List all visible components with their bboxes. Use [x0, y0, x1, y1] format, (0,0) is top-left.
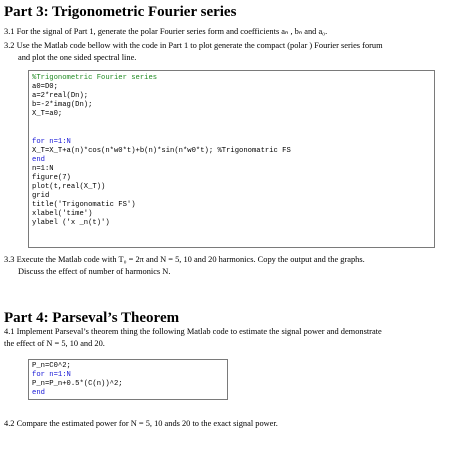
part4-item-4-1-line2: the effect of N = 5, 10 and 20.	[4, 339, 105, 348]
code-line-9: end	[32, 156, 45, 164]
part4-heading: Part 4: Parseval’s Theorem	[4, 310, 180, 326]
parseval-code-line-4: end	[32, 389, 45, 397]
part3-item-3-3-line1: 3.3 Execute the Matlab code with T₀ = 2π and N = 5, 10 and 20 harmonics. Copy the output and the graphs.	[4, 255, 365, 264]
code-line-10: n=1:N	[32, 165, 54, 173]
code-line-3: a=2*real(Dn);	[32, 92, 89, 100]
code-line-4: b=-2*imag(Dn);	[32, 101, 93, 109]
code-line-7: for n=1:N	[32, 138, 71, 146]
parseval-code-line-3: P_n=P_n+0.5*(C(n))^2;	[32, 380, 123, 388]
part3-item-3-1: 3.1 For the signal of Part 1, generate the polar Fourier series form and coefficients aₙ , bₙ and a₀.	[4, 27, 328, 36]
part4-item-4-1-line1: 4.1 Implement Parseval’s theorem thing the following Matlab code to estimate the signal power and demonstrate	[4, 327, 382, 336]
parseval-code-line-2: for n=1:N	[32, 371, 71, 379]
part3-item-3-2-line1: 3.2 Use the Matlab code bellow with the code in Part 1 to plot generate the compact (polar ) Fourier series forum	[4, 41, 383, 50]
parseval-code-line-1: P_n=C0^2;	[32, 362, 71, 370]
part3-item-3-3-line2: Discuss the effect of number of harmonics N.	[18, 267, 171, 276]
part4-item-4-2: 4.2 Compare the estimated power for N = 5, 10 ands 20 to the exact signal power.	[4, 419, 278, 428]
code-line-14: title('Trigonomatic FS')	[32, 201, 136, 209]
code-line-1: %Trigonometric Fourier series	[32, 74, 158, 82]
code-line-11: figure(7)	[32, 174, 71, 182]
code-line-13: grid	[32, 192, 50, 200]
part3-heading: Part 3: Trigonometric Fourier series	[4, 4, 237, 20]
code-line-2: a0=D0;	[32, 83, 58, 91]
code-line-16: ylabel ('x _n(t)')	[32, 219, 110, 227]
part3-item-3-2-line2: and plot the one sided spectral line.	[18, 53, 137, 62]
code-line-12: plot(t,real(X_T))	[32, 183, 106, 191]
code-line-8: X_T=X_T+a(n)*cos(n*w0*t)+b(n)*sin(n*w0*t); %Trigonomatric FS	[32, 147, 291, 155]
code-line-5: X_T=a0;	[32, 110, 63, 118]
code-line-15: xlabel('time')	[32, 210, 93, 218]
